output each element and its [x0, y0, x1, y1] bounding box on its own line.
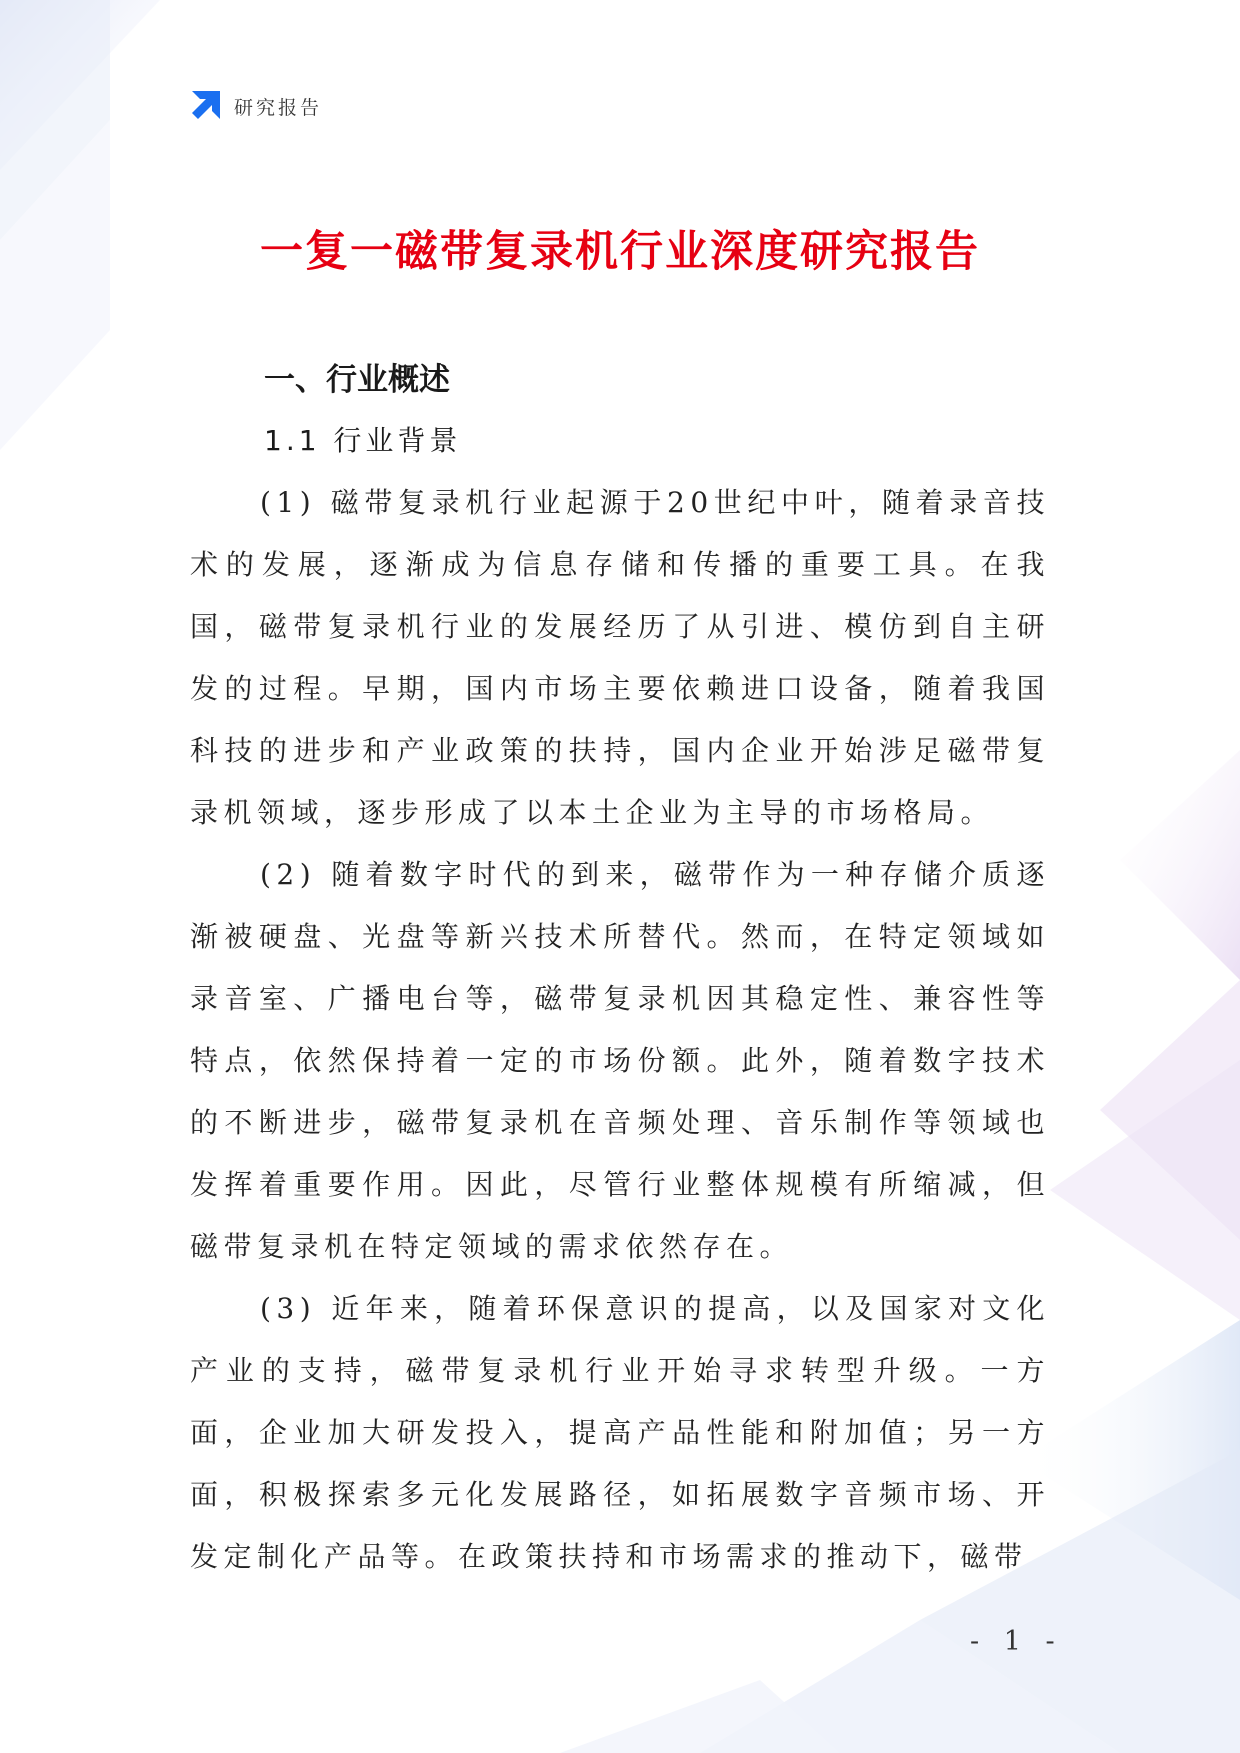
header-label: 研究报告	[234, 96, 323, 119]
arrow-up-right-icon	[188, 89, 222, 123]
report-header	[188, 88, 322, 124]
document-body	[190, 350, 1050, 1588]
paragraph-2: (2) 随着数字时代的到来，磁带作为一种存储介质逐渐被硬盘、光盘等新兴技术所替代。然而，在特定领域如录音室、广播电台等，磁带复录机因其稳定性、兼容性等特点，依然保持着一定的市场份额。此外，随着数字技术的不断进步，磁带复录机在音频处理、音乐制作等领域也发挥着重要作用。因此，尽管行业整体规模有所缩减，但磁带复录机在特定领域的需求依然存在。	[190, 858, 1050, 1263]
subsection-heading: 1.1 行业背景	[264, 424, 462, 457]
page-number: - 1 -	[970, 1626, 1063, 1657]
document-title: 一复一磁带复录机行业深度研究报告	[260, 227, 980, 277]
section-heading: 一、行业概述	[264, 362, 450, 398]
paragraph-1: (1) 磁带复录机行业起源于20世纪中叶，随着录音技术的发展，逐渐成为信息存储和传播的重要工具。在我国，磁带复录机行业的发展经历了从引进、模仿到自主研发的过程。早期，国内市场主要依赖进口设备，随着我国科技的进步和产业政策的扶持，国内企业开始涉足磁带复录机领域，逐步形成了以本土企业为主导的市场格局。	[190, 486, 1050, 829]
paragraph-3: (3) 近年来，随着环保意识的提高，以及国家对文化产业的支持，磁带复录机行业开始寻求转型升级。一方面，企业加大研发投入，提高产品性能和附加值；另一方面，积极探索多元化发展路径，如拓展数字音频市场、开发定制化产品等。在政策扶持和市场需求的推动下，磁带	[190, 1292, 1050, 1573]
